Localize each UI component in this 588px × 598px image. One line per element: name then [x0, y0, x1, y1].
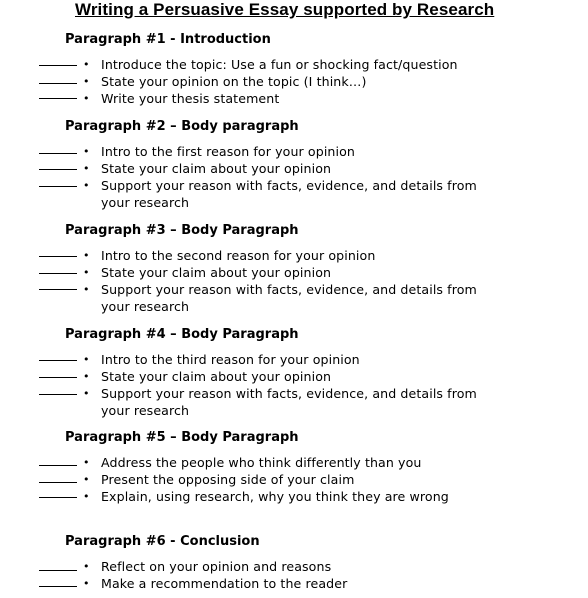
section-heading: Paragraph #4 – Body Paragraph [65, 327, 299, 342]
checklist-item [0, 385, 588, 418]
checklist-item [0, 488, 588, 505]
item-text: State your claim about your opinion [101, 161, 332, 176]
section-heading: Paragraph #6 - Conclusion [65, 534, 260, 549]
item-text: Support your reason with facts, evidence, and details from your research [101, 282, 477, 314]
checklist-item [0, 143, 588, 160]
bullet-icon: • [83, 456, 90, 469]
checkoff-blank[interactable] [39, 273, 77, 274]
checklist-item [0, 56, 588, 73]
checklist-item [0, 368, 588, 385]
item-text: State your claim about your opinion [101, 265, 332, 280]
bullet-icon: • [83, 283, 90, 296]
checklist-item [0, 73, 588, 90]
checkoff-blank[interactable] [39, 586, 77, 587]
checklist-item [0, 575, 588, 592]
item-text: Reflect on your opinion and reasons [101, 559, 332, 574]
checklist-item [0, 351, 588, 368]
section-heading: Paragraph #2 – Body paragraph [65, 119, 299, 134]
item-text: Intro to the first reason for your opinion [101, 144, 355, 159]
checkoff-blank[interactable] [39, 394, 77, 395]
section-heading: Paragraph #3 – Body Paragraph [65, 223, 299, 238]
checkoff-blank[interactable] [39, 482, 77, 483]
checkoff-blank[interactable] [39, 256, 77, 257]
checkoff-blank[interactable] [39, 186, 77, 187]
checklist-item [0, 471, 588, 488]
item-text: Explain, using research, why you think they are wrong [101, 489, 449, 504]
section-heading: Paragraph #1 - Introduction [65, 32, 271, 47]
page-title: Writing a Persuasive Essay supported by Research [75, 0, 495, 19]
item-text: Write your thesis statement [101, 91, 280, 106]
bullet-icon: • [83, 266, 90, 279]
item-text: Support your reason with facts, evidence, and details from your research [101, 386, 477, 418]
item-text: Present the opposing side of your claim [101, 472, 355, 487]
bullet-icon: • [83, 249, 90, 262]
bullet-icon: • [83, 162, 90, 175]
checkoff-blank[interactable] [39, 289, 77, 290]
bullet-icon: • [83, 75, 90, 88]
bullet-icon: • [83, 92, 90, 105]
checkoff-blank[interactable] [39, 465, 77, 466]
checklist-item [0, 90, 588, 107]
bullet-icon: • [83, 560, 90, 573]
checklist-item [0, 264, 588, 281]
bullet-icon: • [83, 179, 90, 192]
bullet-icon: • [83, 490, 90, 503]
item-text: State your opinion on the topic (I think…) [101, 74, 367, 89]
item-text: Introduce the topic: Use a fun or shocking fact/question [101, 57, 458, 72]
bullet-icon: • [83, 145, 90, 158]
checklist-item [0, 247, 588, 264]
checkoff-blank[interactable] [39, 169, 77, 170]
item-text: Intro to the second reason for your opinion [101, 248, 376, 263]
checklist-item [0, 177, 588, 210]
bullet-icon: • [83, 370, 90, 383]
bullet-icon: • [83, 387, 90, 400]
bullet-icon: • [83, 353, 90, 366]
checklist-item [0, 281, 588, 314]
item-text: Support your reason with facts, evidence, and details from your research [101, 178, 477, 210]
item-text: Make a recommendation to the reader [101, 576, 348, 591]
checkoff-blank[interactable] [39, 570, 77, 571]
checkoff-blank[interactable] [39, 98, 77, 99]
checkoff-blank[interactable] [39, 83, 77, 84]
checklist-item [0, 160, 588, 177]
item-text: Intro to the third reason for your opinion [101, 352, 360, 367]
checkoff-blank[interactable] [39, 377, 77, 378]
checkoff-blank[interactable] [39, 153, 77, 154]
section-heading: Paragraph #5 – Body Paragraph [65, 430, 299, 445]
checkoff-blank[interactable] [39, 497, 77, 498]
checklist-item [0, 454, 588, 471]
item-text: State your claim about your opinion [101, 369, 332, 384]
checkoff-blank[interactable] [39, 65, 77, 66]
bullet-icon: • [83, 577, 90, 590]
bullet-icon: • [83, 473, 90, 486]
bullet-icon: • [83, 58, 90, 71]
checkoff-blank[interactable] [39, 360, 77, 361]
item-text: Address the people who think differently than you [101, 455, 422, 470]
checklist-item [0, 558, 588, 575]
